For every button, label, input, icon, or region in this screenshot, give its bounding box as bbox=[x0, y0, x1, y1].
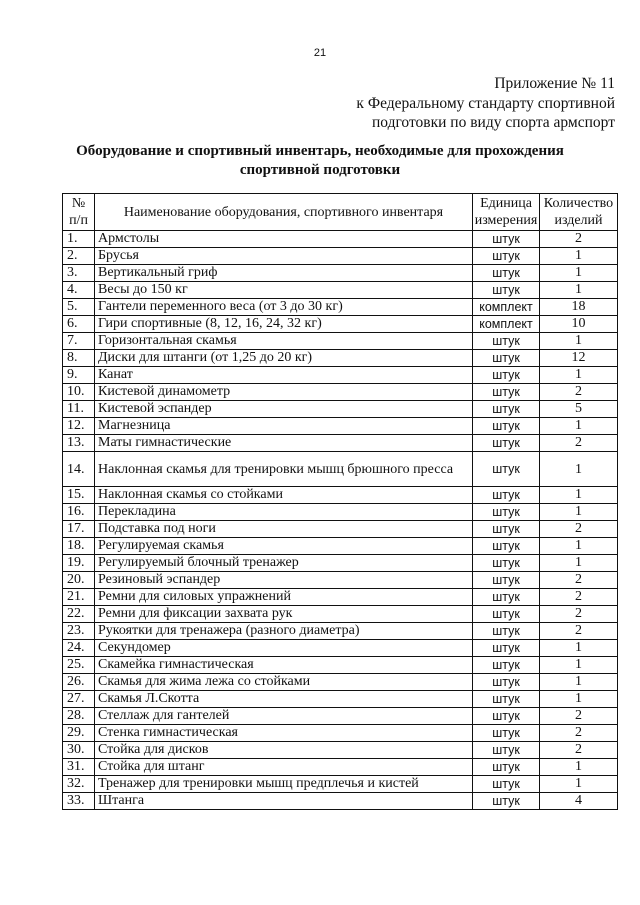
quantity: 1 bbox=[540, 504, 618, 521]
quantity: 12 bbox=[540, 350, 618, 367]
equipment-name: Горизонтальная скамья bbox=[95, 333, 473, 350]
quantity: 1 bbox=[540, 674, 618, 691]
row-number: 7. bbox=[63, 333, 95, 350]
equipment-name: Весы до 150 кг bbox=[95, 282, 473, 299]
document-title-line-2: спортивной подготовки bbox=[239, 162, 401, 178]
equipment-name: Ремни для силовых упражнений bbox=[95, 589, 473, 606]
unit-of-measure: штук bbox=[473, 538, 540, 555]
table-row bbox=[63, 674, 618, 691]
equipment-name: Стойка для штанг bbox=[95, 759, 473, 776]
row-number: 19. bbox=[63, 555, 95, 572]
unit-of-measure: штук bbox=[473, 401, 540, 418]
unit-of-measure: штук bbox=[473, 640, 540, 657]
quantity: 1 bbox=[540, 759, 618, 776]
quantity: 1 bbox=[540, 367, 618, 384]
row-number: 2. bbox=[63, 248, 95, 265]
table-row bbox=[63, 367, 618, 384]
quantity: 1 bbox=[540, 776, 618, 793]
row-number: 30. bbox=[63, 742, 95, 759]
equipment-name: Резиновый эспандер bbox=[95, 572, 473, 589]
quantity: 2 bbox=[540, 589, 618, 606]
equipment-name: Брусья bbox=[95, 248, 473, 265]
unit-of-measure: штук bbox=[473, 265, 540, 282]
unit-of-measure: комплект bbox=[473, 299, 540, 316]
unit-of-measure: штук bbox=[473, 793, 540, 810]
quantity: 2 bbox=[540, 384, 618, 401]
equipment-name: Штанга bbox=[95, 793, 473, 810]
unit-of-measure: штук bbox=[473, 623, 540, 640]
table-row bbox=[63, 299, 618, 316]
equipment-name: Перекладина bbox=[95, 504, 473, 521]
unit-of-measure: штук bbox=[473, 418, 540, 435]
header-unit-line-1: Единица bbox=[480, 196, 532, 211]
table-row bbox=[63, 589, 618, 606]
equipment-name: Наклонная скамья для тренировки мышц брюшного пресса bbox=[95, 452, 473, 487]
header-quantity bbox=[540, 194, 618, 231]
unit-of-measure: штук bbox=[473, 691, 540, 708]
row-number: 14. bbox=[63, 452, 95, 487]
row-number: 25. bbox=[63, 657, 95, 674]
row-number: 16. bbox=[63, 504, 95, 521]
equipment-name: Кистевой динамометр bbox=[95, 384, 473, 401]
unit-of-measure: штук bbox=[473, 708, 540, 725]
quantity: 2 bbox=[540, 606, 618, 623]
equipment-table-body bbox=[63, 231, 618, 810]
table-row bbox=[63, 572, 618, 589]
row-number: 33. bbox=[63, 793, 95, 810]
equipment-table bbox=[62, 193, 618, 810]
quantity: 1 bbox=[540, 418, 618, 435]
appendix-line-1: Приложение № 11 bbox=[494, 75, 615, 92]
row-number: 10. bbox=[63, 384, 95, 401]
unit-of-measure: штук bbox=[473, 555, 540, 572]
quantity: 4 bbox=[540, 793, 618, 810]
row-number: 18. bbox=[63, 538, 95, 555]
equipment-name: Стойка для дисков bbox=[95, 742, 473, 759]
header-quantity-line-2: изделий bbox=[554, 213, 603, 228]
unit-of-measure: штук bbox=[473, 333, 540, 350]
quantity: 1 bbox=[540, 265, 618, 282]
equipment-name: Диски для штанги (от 1,25 до 20 кг) bbox=[95, 350, 473, 367]
quantity: 1 bbox=[540, 640, 618, 657]
appendix-line-2: к Федеральному стандарту спортивной bbox=[356, 94, 615, 112]
table-row bbox=[63, 282, 618, 299]
unit-of-measure: штук bbox=[473, 776, 540, 793]
equipment-name: Магнезница bbox=[95, 418, 473, 435]
table-row bbox=[63, 265, 618, 282]
header-number-line-2: п/п bbox=[69, 213, 88, 228]
equipment-name: Ремни для фиксации захвата рук bbox=[95, 606, 473, 623]
quantity: 18 bbox=[540, 299, 618, 316]
table-row bbox=[63, 333, 618, 350]
equipment-name: Канат bbox=[95, 367, 473, 384]
equipment-name: Вертикальный гриф bbox=[95, 265, 473, 282]
unit-of-measure: штук bbox=[473, 657, 540, 674]
quantity: 1 bbox=[540, 555, 618, 572]
row-number: 4. bbox=[63, 282, 95, 299]
row-number: 12. bbox=[63, 418, 95, 435]
equipment-name: Гантели переменного веса (от 3 до 30 кг) bbox=[95, 299, 473, 316]
quantity: 1 bbox=[540, 333, 618, 350]
row-number: 28. bbox=[63, 708, 95, 725]
table-row bbox=[63, 435, 618, 452]
quantity: 1 bbox=[540, 657, 618, 674]
unit-of-measure: штук bbox=[473, 384, 540, 401]
quantity: 2 bbox=[540, 521, 618, 538]
quantity: 10 bbox=[540, 316, 618, 333]
unit-of-measure: штук bbox=[473, 435, 540, 452]
table-row bbox=[63, 793, 618, 810]
unit-of-measure: штук bbox=[473, 282, 540, 299]
quantity: 2 bbox=[540, 708, 618, 725]
header-unit-line-2: измерения bbox=[474, 213, 538, 228]
equipment-name: Наклонная скамья со стойками bbox=[95, 487, 473, 504]
table-row bbox=[63, 742, 618, 759]
quantity: 1 bbox=[540, 487, 618, 504]
table-row bbox=[63, 248, 618, 265]
equipment-name: Армстолы bbox=[95, 231, 473, 248]
equipment-name: Маты гимнастические bbox=[95, 435, 473, 452]
row-number: 24. bbox=[63, 640, 95, 657]
table-row bbox=[63, 691, 618, 708]
unit-of-measure: штук bbox=[473, 504, 540, 521]
table-row bbox=[63, 401, 618, 418]
header-quantity-line-1: Количество bbox=[543, 196, 614, 211]
table-row bbox=[63, 776, 618, 793]
unit-of-measure: штук bbox=[473, 589, 540, 606]
unit-of-measure: штук bbox=[473, 350, 540, 367]
quantity: 1 bbox=[540, 282, 618, 299]
quantity: 2 bbox=[540, 435, 618, 452]
quantity: 1 bbox=[540, 248, 618, 265]
unit-of-measure: штук bbox=[473, 487, 540, 504]
unit-of-measure: штук bbox=[473, 231, 540, 248]
header-unit bbox=[473, 194, 540, 231]
table-row bbox=[63, 606, 618, 623]
quantity: 1 bbox=[540, 691, 618, 708]
table-row bbox=[63, 384, 618, 401]
equipment-name: Секундомер bbox=[95, 640, 473, 657]
row-number: 27. bbox=[63, 691, 95, 708]
unit-of-measure: комплект bbox=[473, 316, 540, 333]
row-number: 5. bbox=[63, 299, 95, 316]
document-title bbox=[0, 142, 640, 180]
table-row bbox=[63, 521, 618, 538]
equipment-name: Гири спортивные (8, 12, 16, 24, 32 кг) bbox=[95, 316, 473, 333]
equipment-name: Скамья Л.Скотта bbox=[95, 691, 473, 708]
row-number: 23. bbox=[63, 623, 95, 640]
unit-of-measure: штук bbox=[473, 572, 540, 589]
table-row bbox=[63, 504, 618, 521]
header-number-line-1: № bbox=[71, 196, 86, 211]
quantity: 1 bbox=[540, 538, 618, 555]
equipment-name: Рукоятки для тренажера (разного диаметра) bbox=[95, 623, 473, 640]
unit-of-measure: штук bbox=[473, 759, 540, 776]
header-name-text: Наименование оборудования, спортивного инвентаря bbox=[123, 204, 444, 220]
table-row bbox=[63, 555, 618, 572]
quantity: 5 bbox=[540, 401, 618, 418]
table-row bbox=[63, 759, 618, 776]
table-row bbox=[63, 708, 618, 725]
header-name bbox=[95, 194, 473, 231]
table-row bbox=[63, 487, 618, 504]
table-row bbox=[63, 350, 618, 367]
unit-of-measure: штук bbox=[473, 367, 540, 384]
row-number: 1. bbox=[63, 231, 95, 248]
table-row bbox=[63, 452, 618, 487]
quantity: 2 bbox=[540, 725, 618, 742]
appendix-line-3: подготовки по виду спорта армспорт bbox=[371, 114, 615, 131]
header-row bbox=[63, 194, 618, 231]
quantity: 2 bbox=[540, 572, 618, 589]
row-number: 17. bbox=[63, 521, 95, 538]
row-number: 29. bbox=[63, 725, 95, 742]
table-row bbox=[63, 231, 618, 248]
quantity: 2 bbox=[540, 231, 618, 248]
row-number: 22. bbox=[63, 606, 95, 623]
appendix-reference bbox=[356, 74, 615, 133]
table-row bbox=[63, 538, 618, 555]
unit-of-measure: штук bbox=[473, 725, 540, 742]
row-number: 13. bbox=[63, 435, 95, 452]
equipment-table-header bbox=[63, 194, 618, 231]
row-number: 9. bbox=[63, 367, 95, 384]
document-title-line-1: Оборудование и спортивный инвентарь, необходимые для прохождения bbox=[76, 143, 564, 159]
equipment-name: Подставка под ноги bbox=[95, 521, 473, 538]
quantity: 2 bbox=[540, 623, 618, 640]
row-number: 6. bbox=[63, 316, 95, 333]
unit-of-measure: штук bbox=[473, 674, 540, 691]
equipment-name: Скамья для жима лежа со стойками bbox=[95, 674, 473, 691]
row-number: 32. bbox=[63, 776, 95, 793]
header-number bbox=[63, 194, 95, 231]
unit-of-measure: штук bbox=[473, 606, 540, 623]
equipment-name: Регулируемая скамья bbox=[95, 538, 473, 555]
row-number: 20. bbox=[63, 572, 95, 589]
equipment-name: Стеллаж для гантелей bbox=[95, 708, 473, 725]
row-number: 31. bbox=[63, 759, 95, 776]
row-number: 11. bbox=[63, 401, 95, 418]
row-number: 8. bbox=[63, 350, 95, 367]
row-number: 26. bbox=[63, 674, 95, 691]
page-number: 21 bbox=[313, 47, 327, 59]
table-row bbox=[63, 657, 618, 674]
table-row bbox=[63, 623, 618, 640]
unit-of-measure: штук bbox=[473, 742, 540, 759]
quantity: 1 bbox=[540, 452, 618, 487]
equipment-name: Регулируемый блочный тренажер bbox=[95, 555, 473, 572]
table-row bbox=[63, 725, 618, 742]
table-row bbox=[63, 640, 618, 657]
row-number: 15. bbox=[63, 487, 95, 504]
table-row bbox=[63, 316, 618, 333]
equipment-name: Скамейка гимнастическая bbox=[95, 657, 473, 674]
quantity: 2 bbox=[540, 742, 618, 759]
table-row bbox=[63, 418, 618, 435]
unit-of-measure: штук bbox=[473, 248, 540, 265]
equipment-name: Стенка гимнастическая bbox=[95, 725, 473, 742]
equipment-name: Тренажер для тренировки мышц предплечья и кистей bbox=[95, 776, 473, 793]
row-number: 21. bbox=[63, 589, 95, 606]
equipment-name: Кистевой эспандер bbox=[95, 401, 473, 418]
unit-of-measure: штук bbox=[473, 521, 540, 538]
row-number: 3. bbox=[63, 265, 95, 282]
unit-of-measure: штук bbox=[473, 452, 540, 487]
